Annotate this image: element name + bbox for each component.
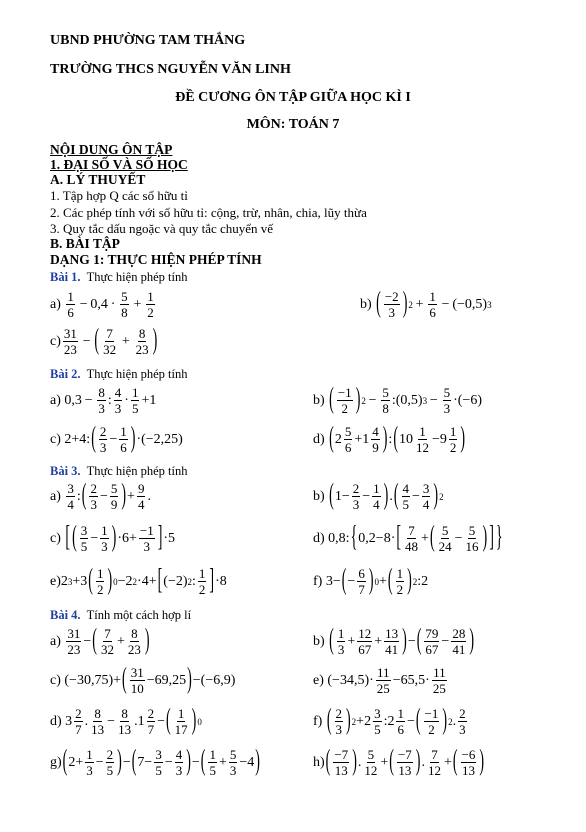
item-label: a)	[50, 633, 61, 649]
exercise-2-heading	[50, 367, 187, 382]
item-label: e)	[50, 573, 61, 589]
exercise-4-heading	[50, 608, 191, 623]
item-label: b)	[313, 633, 325, 649]
part1-heading: 1. ĐẠI SỐ VÀ SỐ HỌC	[50, 157, 188, 172]
item-label: b)	[360, 296, 372, 312]
exercises-heading: B. BÀI TẬP	[50, 236, 120, 251]
theory-item: 3. Quy tắc dấu ngoặc và quy tắc chuyển vế	[50, 221, 274, 236]
ward-name: UBND PHƯỜNG TAM THẮNG	[50, 33, 246, 48]
exercise-label: Bài 3.	[50, 464, 81, 478]
theory-item: 1. Tập hợp Q các số hữu tỉ	[50, 188, 188, 203]
exercise-2c: c) 2+4: ( $\frac{2}{3}$ − $\frac{1}{6}$ ) ·(−2,25)	[50, 422, 183, 455]
item-label: c)	[50, 672, 61, 688]
exercise-instruction: Tính một cách hợp lí	[86, 608, 192, 622]
exercise-label: Bài 2.	[50, 367, 81, 381]
exercise-4a: a) $\frac{31}{23}$ − ( $\frac{7}{32}$ + $\frac{8}{23}$ )	[50, 624, 150, 657]
item-label: h)	[313, 754, 325, 770]
exercise-2a: a) 0,3 − $\frac{8}{3}$ : $\frac{4}{3}$ · $\frac{1}{5}$ +1	[50, 385, 157, 416]
exercise-instruction: Thực hiện phép tính	[86, 367, 188, 381]
subject-title: MÔN: TOÁN 7	[246, 117, 340, 132]
item-label: c)	[50, 431, 61, 447]
exercise-3b: b) ( 1− $\frac{2}{3}$ − $\frac{1}{4}$ ) . ( $\frac{4}{5}$ − $\frac{3}{4}$ ) 2	[313, 479, 444, 512]
item-label: a)	[50, 488, 61, 504]
exercise-2d: d) ( 2 $\frac{5}{6}$ +1 $\frac{4}{9}$ ) : ( 10 $\frac{1}{12}$ −9 $\frac{1}{2}$ )	[313, 422, 466, 455]
exercise-label: Bài 4.	[50, 608, 81, 622]
exercise-3-heading	[50, 464, 187, 479]
exercise-4e: e) (−34,5)· $\frac{11}{25}$ −65,5· $\frac{11}{25}$	[313, 665, 446, 696]
document-title: ĐỀ CƯƠNG ÔN TẬP GIỮA HỌC KÌ I	[175, 90, 411, 105]
exercise-4c: c) (−30,75)+ ( $\frac{31}{10}$ −69,25 ) −(−6,9)	[50, 663, 236, 696]
exercise-4b: b) ( $\frac{1}{3}$ + $\frac{12}{67}$ + $\frac{13}{41}$ ) − ( $\frac{79}{67}$ − $\frac{28}{41}$ )	[313, 624, 474, 657]
item-label: d)	[50, 713, 62, 729]
exercise-label: Bài 1.	[50, 270, 81, 284]
exercise-1c: c) $\frac{31}{23}$ − ( $\frac{7}{32}$ + $\frac{8}{23}$ )	[50, 324, 158, 357]
item-label: e)	[313, 672, 324, 688]
item-label: a)	[50, 392, 61, 408]
theory-heading: A. LÝ THUYẾT	[50, 172, 146, 187]
exercise-instruction: Thực hiện phép tính	[86, 270, 188, 284]
item-label: d)	[313, 431, 325, 447]
exercise-2b: b) ( $\frac{-1}{2}$ ) 2 − $\frac{5}{8}$ :(0,5) 3 − $\frac{5}{3}$ ·(−6)	[313, 383, 482, 416]
exercise-3e: e) 2 3 +3 ( $\frac{1}{2}$ ) 0 −2 2 ·4+ [ (−2) 2 : $\frac{1}{2}$ ] ·8	[50, 564, 227, 597]
exercise-1-heading	[50, 270, 187, 285]
exercise-1b: b) ( $\frac{-2}{3}$ ) 2 + $\frac{1}{6}$ − (−0,5) 3	[360, 287, 492, 320]
theory-item: 2. Các phép tính với số hữu tỉ: cộng, trừ, nhân, chia, lũy thừa	[50, 205, 367, 220]
item-label: f)	[313, 713, 323, 729]
item-label: d)	[313, 530, 325, 546]
content-heading: NỘI DUNG ÔN TẬP	[50, 142, 173, 157]
exercise-3a: a) $\frac{3}{4}$ : ( $\frac{2}{3}$ − $\frac{5}{9}$ ) + $\frac{9}{4}$ .	[50, 479, 151, 512]
exercise-4f: f) ( $\frac{2}{3}$ ) 2 +2 $\frac{3}{5}$ :2 $\frac{1}{6}$ − ( $\frac{-1}{2}$ ) 2 . $\frac{2}{3}$	[313, 704, 466, 737]
item-label: c)	[50, 530, 61, 546]
exercise-4h: h) ( $\frac{-7}{13}$ ) . $\frac{5}{12}$ + ( $\frac{-7}{13}$ ) . $\frac{7}{12}$ + ( $\frac{-6}{13}$ )	[313, 745, 485, 778]
item-label: c)	[50, 333, 61, 349]
item-label: g)	[50, 754, 62, 770]
item-label: b)	[313, 488, 325, 504]
item-label: a)	[50, 296, 61, 312]
exercise-4d: d) 3 $\frac{2}{7}$ . $\frac{8}{13}$ − $\frac{8}{13}$ .1 $\frac{2}{7}$ − ( $\frac{1}{17}$ ) 0	[50, 704, 202, 737]
exercise-instruction: Thực hiện phép tính	[86, 464, 188, 478]
exercise-1a: a) $\frac{1}{6}$ − 0,4 · $\frac{5}{8}$ + $\frac{1}{2}$	[50, 289, 154, 320]
school-name: TRƯỜNG THCS NGUYỄN VĂN LINH	[50, 62, 291, 77]
exercise-3f: f) 3− ( − $\frac{6}{7}$ ) 0 + ( $\frac{1}{2}$ ) 2 :2	[313, 564, 429, 597]
item-label: b)	[313, 392, 325, 408]
exercise-3d: d) 0,8: { 0,2−8· [ $\frac{7}{48}$ + ( $\frac{5}{24}$ − $\frac{5}{16}$ ) ] }	[313, 521, 503, 554]
exercise-3c: c) [ ( $\frac{3}{5}$ − $\frac{1}{3}$ ) ·6+ $\frac{-1}{3}$ ] ·5	[50, 521, 176, 554]
item-label: f)	[313, 573, 323, 589]
exercise-4g: g) ( 2+ $\frac{1}{3}$ − $\frac{2}{5}$ ) − ( 7− $\frac{3}{5}$ − $\frac{4}{3}$ ) − ( $\frac{1}{5}$ + $\frac{5}{3}$ −4 )	[50, 745, 260, 778]
type1-heading: DẠNG 1: THỰC HIỆN PHÉP TÍNH	[50, 252, 262, 267]
